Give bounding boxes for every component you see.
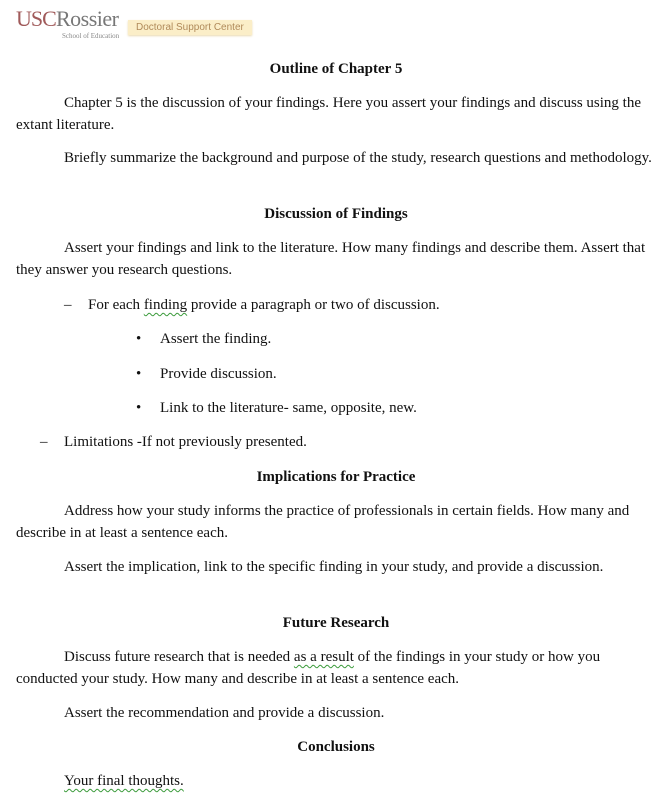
intro-paragraph-1: Chapter 5 is the discussion of your findings. Here you assert your findings and discuss using the extant literature. <box>16 95 642 133</box>
intro-paragraph-2: Briefly summarize the background and purpose of the study, research questions and methodology. <box>64 150 652 166</box>
spellcheck-flagged-phrase: as a result <box>293 649 354 665</box>
spellcheck-flagged-word: finding <box>143 297 188 313</box>
future-research-paragraph-2: Assert the recommendation and provide a discussion. <box>64 705 385 721</box>
implications-heading: Implications for Practice <box>256 469 416 485</box>
doctoral-support-center-badge: Doctoral Support Center <box>128 20 252 35</box>
conclusions-heading: Conclusions <box>297 739 375 755</box>
implications-paragraph-1: Address how your study informs the practice of professionals in certain fields. How many and describe in at least a sentence each. <box>16 503 630 541</box>
discussion-paragraph: Assert your findings and link to the literature. How many findings and describe them. Assert that they answer you research questions. <box>16 240 646 278</box>
future-text-post: of the findings in your study or how you conducted your study. How many and describe in at least a sentence each. <box>16 649 601 687</box>
bullet-marker: • <box>136 366 142 382</box>
limitations-text: Limitations -If not previously presented. <box>64 434 307 450</box>
bullet-text: Provide discussion. <box>160 366 277 382</box>
future-research-heading: Future Research <box>282 615 390 631</box>
logo-rossier: Rossier <box>56 6 119 31</box>
dash-marker: – <box>64 297 72 313</box>
future-text-pre: Discuss future research that is needed <box>64 649 294 665</box>
logo-subtitle: School of Education <box>62 32 120 40</box>
dash-item-text-pre: For each <box>88 297 144 313</box>
dash-marker: – <box>40 434 48 450</box>
document-title: Outline of Chapter 5 <box>269 61 403 77</box>
future-research-paragraph-1 <box>16 646 656 690</box>
bullet-text: Assert the finding. <box>160 331 272 347</box>
bullet-marker: • <box>136 400 142 416</box>
bullet-marker: • <box>136 331 142 347</box>
bullet-text: Link to the literature- same, opposite, new. <box>160 400 417 416</box>
dash-item-text-post: provide a paragraph or two of discussion. <box>187 297 440 313</box>
implications-paragraph-2: Assert the implication, link to the specific finding in your study, and provide a discussion. <box>64 559 604 575</box>
logo-usc: USC <box>16 6 56 31</box>
conclusions-text: Your final thoughts. <box>64 773 184 789</box>
discussion-heading: Discussion of Findings <box>264 206 408 222</box>
conclusions-paragraph <box>16 770 656 792</box>
usc-rossier-logo <box>16 6 120 40</box>
